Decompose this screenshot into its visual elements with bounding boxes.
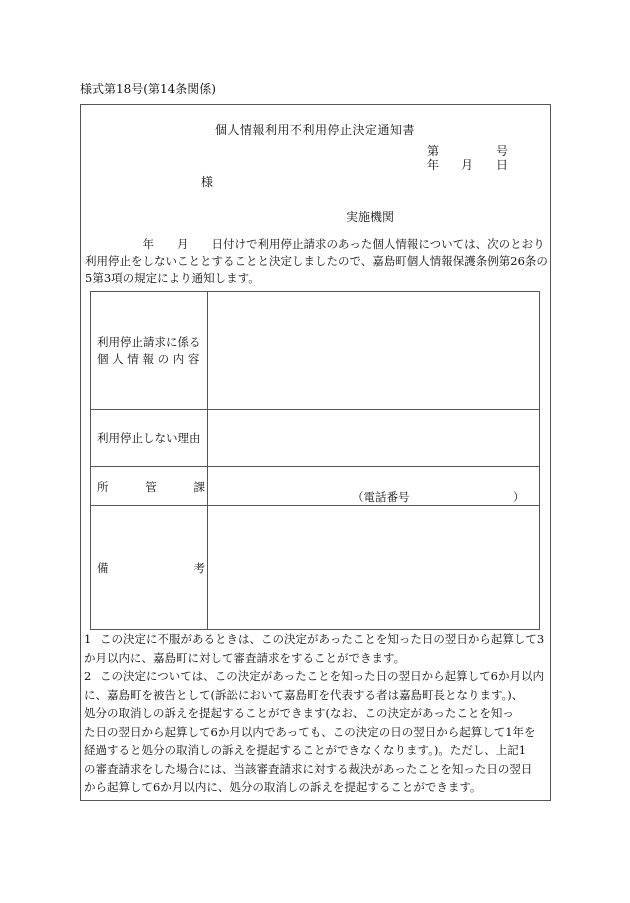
note-item [84, 667, 548, 797]
date-year: 年 [427, 158, 440, 172]
row-label-personal-info-line2: 個 人 情 報 の 内 容 [97, 352, 200, 366]
row-label-reason: 利用停止しない理由 [97, 431, 201, 445]
label-char: 課 [193, 480, 205, 494]
label-char: 所 [97, 480, 109, 494]
note-line: から起算して6か月以内に、処分の取消しの訴えを提起することができます。 [84, 780, 482, 794]
date-month: 月 [461, 158, 474, 172]
note-number: 1 [84, 632, 92, 646]
body-line: 利用停止をしないこととすることと決定しましたので、嘉島町個人情報保護条例第26条の [85, 254, 548, 268]
note-line: か月以内に、嘉島町に対して審査請求をすることができます。 [84, 650, 406, 665]
document-title: 個人情報利用不利用停止決定通知書 [214, 123, 415, 137]
notes-section [84, 630, 548, 797]
phone-number-field: （電話番号 ） [352, 490, 525, 504]
table-row-divider [90, 409, 540, 410]
note-line: に、嘉島町を被告として(訴訟において嘉島町を代表する者は嘉島町長となります。)、 [84, 687, 524, 702]
label-char: 考 [193, 561, 205, 575]
note-item [84, 630, 548, 667]
table-column-divider [207, 291, 208, 630]
note-line: この決定に不服があるときは、この決定があったことを知った日の翌日から起算して3 [100, 632, 545, 646]
body-line: 5第3項の規定により通知します。 [85, 271, 260, 285]
note-number: 2 [84, 669, 92, 683]
date-day: 日 [496, 158, 509, 172]
doc-number-prefix: 第 [427, 144, 440, 158]
row-label-remarks [97, 560, 205, 576]
label-char: 備 [97, 561, 109, 575]
note-line: 処分の取消しの訴えを提起することができます(なお、この決定があったことを知っ [84, 706, 514, 720]
table-row-divider [90, 505, 540, 506]
row-label-department [97, 479, 205, 495]
label-char: 管 [145, 480, 157, 494]
table-row-divider [90, 466, 540, 467]
note-line: 経過すると処分の取消しの訴えを提起することができなくなります。)。ただし、上記1 [84, 743, 527, 757]
form-number-label: 様式第18号(第14条関係) [80, 82, 216, 96]
row-label-personal-info-line1: 利用停止請求に係る [97, 335, 201, 349]
issuer-label: 実施機関 [346, 210, 395, 224]
note-line: この決定については、この決定があったことを知った日の翌日から起算して6か月以内 [100, 669, 544, 683]
note-line: た日の翌日から起算して6か月以内であっても、この決定の日の翌日から起算して1年を [84, 724, 536, 739]
doc-number-suffix: 号 [496, 144, 509, 158]
body-line: 年 月 日付けで利用停止請求のあった個人情報については、次のとおり [85, 237, 545, 251]
addressee-suffix: 様 [201, 175, 214, 189]
note-line: の審査請求をした場合には、当該審査請求に対する裁決があったことを知った日の翌日 [84, 761, 533, 776]
notice-body [85, 236, 547, 287]
